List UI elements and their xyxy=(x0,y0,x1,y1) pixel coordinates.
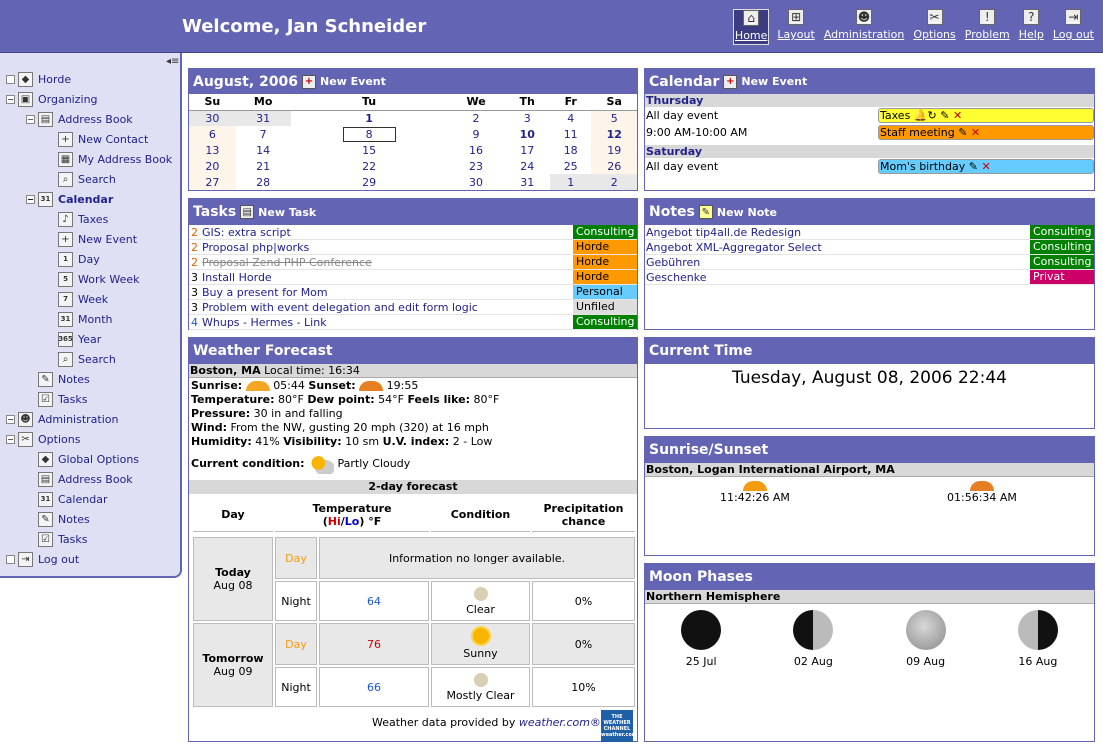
delete-icon[interactable]: ✕ xyxy=(970,126,981,139)
task-category: Personal xyxy=(573,285,637,299)
global-options-icon: ◆ xyxy=(38,452,53,467)
mostly-clear-night-icon xyxy=(474,673,488,687)
sidebar-item-calendar[interactable]: − 31 Calendar xyxy=(27,192,114,206)
tomorrow-cell: Tomorrow Aug 09 xyxy=(193,623,273,707)
calendar-day[interactable]: 13 xyxy=(189,142,236,158)
hemisphere-label: Northern Hemisphere xyxy=(645,590,1094,604)
collapse-toggle-icon[interactable]: − xyxy=(7,94,14,104)
calendar-day[interactable]: 10 xyxy=(519,127,535,141)
new-contact-icon: + xyxy=(58,132,73,147)
calendar-day[interactable]: 25 xyxy=(563,159,578,173)
pressure-row: Pressure: 30 in and falling xyxy=(191,407,343,420)
note-category: Consulting xyxy=(1030,225,1094,239)
task-name-link[interactable]: Whups - Hermes - Link xyxy=(202,315,327,329)
weekday-header: Th xyxy=(505,94,550,110)
sidebar-item-log-out[interactable]: ⇥ Log out xyxy=(6,550,79,568)
home-icon: ⌂ xyxy=(743,10,759,26)
task-row[interactable] xyxy=(189,225,637,240)
nav-help[interactable]: ? Help xyxy=(1018,10,1044,41)
note-row[interactable] xyxy=(645,225,1094,240)
moon-first-icon xyxy=(793,610,833,650)
month-title: August, 2006 xyxy=(193,73,298,90)
new-event-icon: + xyxy=(723,75,737,89)
task-list xyxy=(189,225,637,330)
notes-title: Notes xyxy=(649,204,695,220)
nav-layout[interactable]: ⊞ Layout xyxy=(777,10,815,41)
sidebar-item-week[interactable]: 7 Week xyxy=(58,290,108,308)
event-staff-meeting[interactable]: Staff meeting ✎ ✕ xyxy=(878,125,1094,140)
tasks-icon: ☑ xyxy=(38,392,53,407)
today-night-temp: 64 xyxy=(319,581,429,621)
moon-phases-title: Moon Phases xyxy=(649,569,753,585)
new-note-icon: ✎ xyxy=(699,205,713,219)
week-icon: 7 xyxy=(58,292,73,307)
help-icon: ? xyxy=(1023,9,1039,25)
sidebar-item-horde[interactable]: ◆ Horde xyxy=(6,70,71,88)
task-row[interactable] xyxy=(189,255,637,270)
calendar-day[interactable]: 7 xyxy=(259,127,267,141)
sidebar-item-search[interactable]: ⌕ Search xyxy=(58,350,116,368)
sunset-icon xyxy=(359,381,383,391)
calendar-day[interactable]: 14 xyxy=(256,143,271,157)
today-night-precip: 0% xyxy=(532,581,635,621)
sunrise-sunset-panel xyxy=(644,436,1095,556)
task-priority: 4 xyxy=(191,315,198,329)
day-icon: 1 xyxy=(58,252,73,267)
task-row[interactable] xyxy=(189,315,637,330)
moon-new-icon xyxy=(681,610,721,650)
note-name-link[interactable]: Geschenke xyxy=(646,270,707,284)
task-name-link[interactable]: GIS: extra script xyxy=(202,225,291,239)
clear-night-icon xyxy=(474,587,488,601)
note-category: Privat xyxy=(1030,270,1094,284)
task-category: Horde xyxy=(573,240,637,254)
task-row[interactable] xyxy=(189,270,637,285)
task-name-link[interactable]: Install Horde xyxy=(202,270,272,284)
sidebar-item-notes[interactable]: ✎ Notes xyxy=(38,510,90,528)
tomorrow-day-condition: Sunny xyxy=(431,623,530,665)
tree-node-icon xyxy=(6,555,15,564)
sunny-icon xyxy=(473,628,489,644)
task-priority: 3 xyxy=(191,270,198,284)
moon-phase: 09 Aug xyxy=(906,610,946,668)
tree-node-icon xyxy=(6,75,15,84)
weekday-header: Fr xyxy=(550,94,591,110)
note-name-link[interactable]: Angebot tip4all.de Redesign xyxy=(646,225,802,239)
calendar-day[interactable]: 4 xyxy=(567,111,575,125)
nav-log-out[interactable]: ⇥ Log out xyxy=(1052,10,1094,41)
tomorrow-night-temp: 66 xyxy=(319,667,429,707)
task-row[interactable] xyxy=(189,240,637,255)
col-temperature-header: Temperature (Hi/Lo) °F xyxy=(275,498,429,532)
wind-row: Wind: From the NW, gusting 20 mph (320) at 16 mph xyxy=(191,421,489,434)
nav-home[interactable]: ⌂ Home xyxy=(733,9,769,45)
delete-icon[interactable]: ✕ xyxy=(981,160,991,173)
sun-times-row: Sunrise: 05:44 Sunset: 19:55 xyxy=(191,379,419,392)
new-note-link[interactable]: ✎ New Note xyxy=(699,205,777,219)
calendar-day[interactable]: 26 xyxy=(591,158,637,174)
task-priority: 3 xyxy=(191,300,198,314)
note-row[interactable] xyxy=(645,255,1094,270)
nav-problem[interactable]: ! Problem xyxy=(964,10,1010,41)
sunrise-sunset-title: Sunrise/Sunset xyxy=(649,442,769,458)
calendar-day[interactable]: 11 xyxy=(563,127,578,141)
calendar-day[interactable]: 9 xyxy=(472,127,480,141)
sidebar-item-address-book[interactable]: ▤ Address Book xyxy=(38,470,133,488)
header-bar xyxy=(0,0,1103,53)
sidebar-item-tasks[interactable]: ☑ Tasks xyxy=(38,530,87,548)
tomorrow-night-condition: Mostly Clear xyxy=(431,667,530,707)
new-task-icon: ▤ xyxy=(240,205,254,219)
sidebar-item-day[interactable]: 1 Day xyxy=(58,250,100,268)
new-task-link[interactable]: ▤ New Task xyxy=(240,205,316,219)
calendar-day[interactable]: 27 xyxy=(189,174,236,190)
problem-icon: ! xyxy=(979,9,995,25)
horde-icon: ◆ xyxy=(18,72,33,87)
task-category: Unfiled xyxy=(573,300,637,314)
calendar-day[interactable]: 3 xyxy=(523,111,531,125)
calendar-icon: 31 xyxy=(38,192,53,207)
calendar-day[interactable]: 19 xyxy=(591,142,637,158)
sidebar-item-administration[interactable]: − ☻ Administration xyxy=(7,412,119,426)
note-row[interactable] xyxy=(645,270,1094,285)
task-category: Horde xyxy=(573,270,637,284)
nav-administration[interactable]: ☻ Administration xyxy=(823,10,905,41)
calendar-day[interactable]: 15 xyxy=(362,143,377,157)
top-nav xyxy=(726,9,1095,45)
collapse-sidebar-icon[interactable]: ◂≡ xyxy=(166,56,180,67)
calendar-day[interactable]: 24 xyxy=(520,159,535,173)
forecast-title: 2-day forecast xyxy=(189,480,637,494)
time-range-label: 9:00 AM-10:00 AM xyxy=(646,126,748,139)
my-address-book-icon: ▦ xyxy=(58,152,73,167)
weather-title: Weather Forecast xyxy=(193,343,333,359)
task-row[interactable] xyxy=(189,285,637,300)
sidebar-item-options[interactable]: − ✂ Options xyxy=(7,432,81,446)
sidebar-item-address-book[interactable]: − ▤ Address Book xyxy=(27,112,133,126)
sidebar-item-notes[interactable]: ✎ Notes xyxy=(38,370,90,388)
calendar-day[interactable]: 20 xyxy=(189,158,236,174)
tasks-icon: ☑ xyxy=(38,532,53,547)
edit-icon[interactable]: ✎ xyxy=(968,160,978,173)
sunset-icon xyxy=(970,481,994,491)
day-header-thursday: Thursday xyxy=(645,94,1094,107)
new-event-icon: + xyxy=(58,232,73,247)
sunrise-block: 11:42:26 AM xyxy=(720,481,790,504)
collapse-toggle-icon[interactable]: − xyxy=(7,434,14,444)
calendar-day[interactable]: 8 xyxy=(291,126,448,142)
today-night-condition: Clear xyxy=(431,581,530,621)
collapse-toggle-icon[interactable]: − xyxy=(27,194,34,204)
note-row[interactable] xyxy=(645,240,1094,255)
bell-icon: ♪ xyxy=(58,212,73,227)
options-icon: ✂ xyxy=(18,432,33,447)
calendar-day[interactable]: 5 xyxy=(591,110,637,126)
today-night-label: Night xyxy=(275,581,317,621)
search-icon: ⌕ xyxy=(58,352,73,367)
sidebar-item-taxes[interactable]: ♪ Taxes xyxy=(58,210,108,228)
today-day-label: Day xyxy=(275,537,317,579)
calendar-day[interactable]: 12 xyxy=(591,126,637,142)
task-priority: 3 xyxy=(191,285,198,299)
calendar-day[interactable]: 23 xyxy=(469,159,484,173)
calendar-day[interactable]: 2 xyxy=(472,111,480,125)
calendar-day[interactable]: 1 xyxy=(365,111,373,125)
calendar-new-event-link[interactable]: + New Event xyxy=(723,75,807,89)
calendar-title: Calendar xyxy=(649,73,720,90)
today-day-na: Information no longer available. xyxy=(319,537,635,579)
tasks-panel xyxy=(188,198,638,330)
weekday-header: We xyxy=(448,94,505,110)
humidity-row: Humidity: 41% Visibility: 10 sm U.V. index: 2 - Low xyxy=(191,435,493,448)
sun-location: Boston, Logan International Airport, MA xyxy=(645,463,1094,477)
sidebar-item-work-week[interactable]: 5 Work Week xyxy=(58,270,140,288)
col-precip-header: Precipitation chance xyxy=(532,498,635,532)
moon-full-icon xyxy=(906,610,946,650)
sidebar xyxy=(0,53,182,578)
logout-icon: ⇥ xyxy=(1065,9,1081,25)
calendar-day[interactable]: 18 xyxy=(563,143,578,157)
bell-icon: 🔔 xyxy=(913,109,928,122)
weather-location-bar: Boston, MA Local time: 16:34 xyxy=(189,364,637,378)
weekday-header: Su xyxy=(189,94,236,110)
all-day-label: All day event xyxy=(646,160,719,173)
partly-cloudy-icon xyxy=(308,454,334,474)
event-taxes[interactable]: Taxes 🔔↻ ✎ ✕ xyxy=(878,108,1094,123)
task-name-link[interactable]: Buy a present for Mom xyxy=(202,285,328,299)
task-priority: 2 xyxy=(191,225,198,239)
delete-icon[interactable]: ✕ xyxy=(952,109,963,122)
task-name-link[interactable]: Proposal php|works xyxy=(202,240,310,254)
notes-icon: ✎ xyxy=(38,372,53,387)
page-title: Welcome, Jan Schneider xyxy=(182,16,427,37)
weather-credit: Weather data provided by weather.com® xyxy=(372,716,601,729)
sidebar-item-search[interactable]: ⌕ Search xyxy=(58,170,116,188)
calendar-day[interactable]: 29 xyxy=(362,175,377,189)
day-header-saturday: Saturday xyxy=(645,145,1094,158)
moon-phase: 02 Aug xyxy=(793,610,833,668)
organizing-icon: ▣ xyxy=(18,92,33,107)
recur-icon: ↻ xyxy=(927,109,937,122)
temperature-row: Temperature: 80°F Dew point: 54°F Feels like: 80°F xyxy=(191,393,500,406)
task-name-link[interactable]: Proposal Zend PHP Conference xyxy=(202,255,372,269)
current-time-title: Current Time xyxy=(649,343,753,359)
current-time-panel xyxy=(644,337,1095,429)
new-event-icon: + xyxy=(302,75,316,89)
sidebar-item-new-event[interactable]: + New Event xyxy=(58,230,137,248)
moon-phase: 16 Aug xyxy=(1018,610,1058,668)
tomorrow-day-label: Day xyxy=(275,623,317,665)
new-event-link[interactable]: + New Event xyxy=(302,75,386,89)
col-condition-header: Condition xyxy=(431,498,530,532)
today-cell: Today Aug 08 xyxy=(193,537,273,621)
sidebar-item-year[interactable]: 365 Year xyxy=(58,332,102,346)
forecast-section xyxy=(189,480,637,742)
note-category: Consulting xyxy=(1030,255,1094,269)
month-grid xyxy=(189,94,637,190)
task-category: Consulting xyxy=(573,225,637,239)
tomorrow-day-precip: 0% xyxy=(532,623,635,665)
address-book-icon: ▤ xyxy=(38,112,53,127)
logout-icon: ⇥ xyxy=(18,552,33,567)
weekday-header: Mo xyxy=(236,94,291,110)
sunset-block: 01:56:34 AM xyxy=(947,481,1017,504)
col-day-header: Day xyxy=(193,498,273,532)
task-name-link[interactable]: Problem with event delegation and edit form logic xyxy=(202,300,478,314)
edit-icon[interactable]: ✎ xyxy=(940,109,950,122)
administration-icon: ☻ xyxy=(857,10,871,24)
moon-phase: 25 Jul xyxy=(681,610,721,668)
sidebar-item-my-address-book[interactable]: ▦ My Address Book xyxy=(58,150,172,168)
sunrise-icon xyxy=(246,381,270,391)
calendar-icon: 31 xyxy=(38,492,53,507)
moon-last-icon xyxy=(1018,610,1058,650)
weekday-header: Tu xyxy=(291,94,448,110)
calendar-day[interactable]: 16 xyxy=(469,143,484,157)
calendar-day[interactable]: 6 xyxy=(189,126,236,142)
year-icon: 365 xyxy=(58,332,73,347)
tasks-title: Tasks xyxy=(193,204,237,220)
tomorrow-day-temp: 76 xyxy=(319,623,429,665)
calendar-day[interactable]: 28 xyxy=(256,175,271,189)
weekday-header: Sa xyxy=(591,94,637,110)
calendar-day[interactable]: 1 xyxy=(550,174,591,190)
collapse-toggle-icon[interactable]: − xyxy=(7,414,14,424)
calendar-day[interactable]: 31 xyxy=(520,175,535,189)
moon-phase-row xyxy=(645,610,1094,668)
task-row[interactable] xyxy=(189,300,637,315)
sidebar-item-month[interactable]: 31 Month xyxy=(58,310,112,328)
sidebar-item-tasks[interactable]: ☑ Tasks xyxy=(38,390,87,408)
notes-icon: ✎ xyxy=(38,512,53,527)
tomorrow-night-label: Night xyxy=(275,667,317,707)
weather-panel xyxy=(188,337,638,742)
task-priority: 2 xyxy=(191,255,198,269)
note-name-link[interactable]: Gebühren xyxy=(646,255,701,269)
event-moms-birthday[interactable]: Mom's birthday ✎ ✕ xyxy=(878,159,1094,174)
calendar-day[interactable]: 30 xyxy=(189,110,236,126)
administration-icon: ☻ xyxy=(18,412,33,427)
calendar-day[interactable]: 21 xyxy=(256,159,271,173)
sidebar-item-global-options[interactable]: ◆ Global Options xyxy=(38,450,139,468)
options-icon: ✂ xyxy=(927,9,943,25)
current-time-value: Tuesday, August 08, 2006 22:44 xyxy=(732,368,1007,388)
calendar-day[interactable]: 22 xyxy=(362,159,377,173)
nav-options[interactable]: ✂ Options xyxy=(913,10,956,41)
task-category: Consulting xyxy=(573,315,637,329)
task-priority: 2 xyxy=(191,240,198,254)
all-day-label: All day event xyxy=(646,109,719,122)
calendar-day[interactable]: 30 xyxy=(469,175,484,189)
address-book-icon: ▤ xyxy=(38,472,53,487)
sidebar-item-new-contact[interactable]: + New Contact xyxy=(58,130,148,148)
calendar-day[interactable]: 2 xyxy=(591,174,637,190)
task-category: Horde xyxy=(573,255,637,269)
month-icon: 31 xyxy=(58,312,73,327)
edit-icon[interactable]: ✎ xyxy=(958,126,968,139)
sidebar-item-organizing[interactable]: − ▣ Organizing xyxy=(7,92,98,106)
tomorrow-night-precip: 10% xyxy=(532,667,635,707)
moon-phases-panel xyxy=(644,563,1095,742)
sunrise-icon xyxy=(743,481,767,491)
month-calendar-panel xyxy=(188,68,638,191)
calendar-summary-panel xyxy=(644,68,1095,191)
note-category: Consulting xyxy=(1030,240,1094,254)
weather-channel-logo[interactable]: THE WEATHER CHANNEL weather.com xyxy=(601,710,633,742)
note-list xyxy=(645,225,1094,285)
calendar-day[interactable]: 31 xyxy=(236,110,291,126)
weather-provider-link[interactable]: weather.com® xyxy=(518,716,601,729)
work-week-icon: 5 xyxy=(58,272,73,287)
search-icon: ⌕ xyxy=(58,172,73,187)
notes-panel xyxy=(644,198,1095,330)
collapse-toggle-icon[interactable]: − xyxy=(27,114,34,124)
layout-icon: ⊞ xyxy=(788,9,804,25)
calendar-day[interactable]: 17 xyxy=(520,143,535,157)
sidebar-item-calendar[interactable]: 31 Calendar xyxy=(38,490,107,508)
current-condition-row: Current condition: Partly Cloudy xyxy=(189,449,637,479)
note-name-link[interactable]: Angebot XML-Aggregator Select xyxy=(646,240,822,254)
